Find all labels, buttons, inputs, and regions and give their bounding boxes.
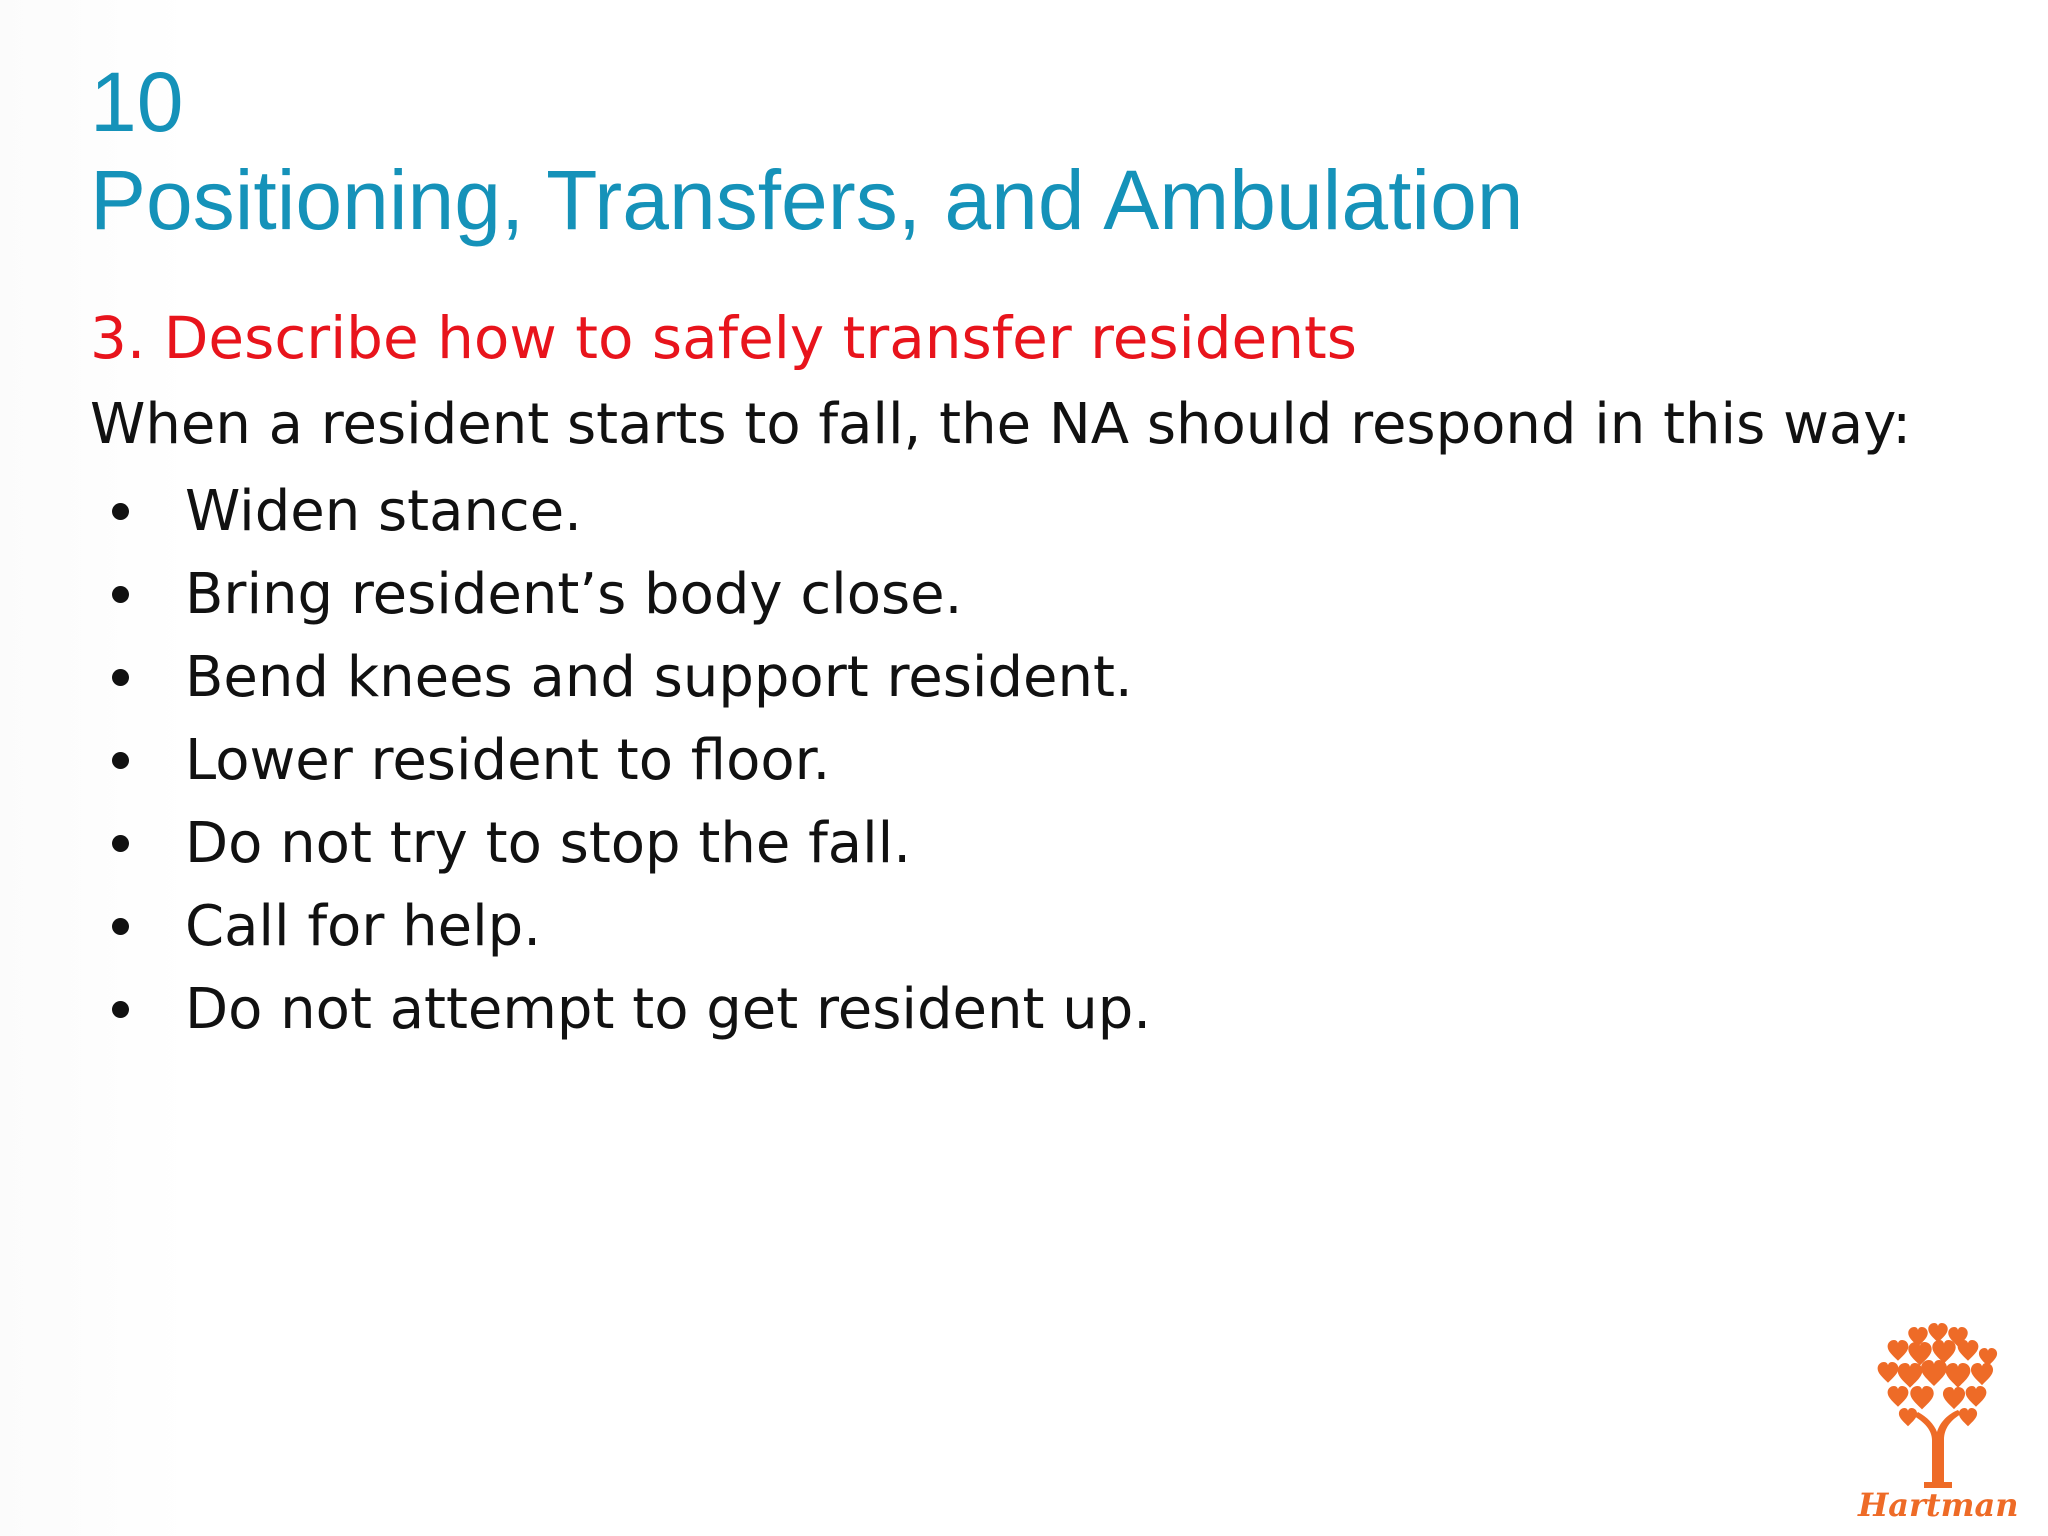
- bullet-icon: [112, 586, 129, 603]
- heart-tree-icon: [1858, 1322, 2018, 1488]
- intro-text: When a resident starts to fall, the NA should respond in this way:: [90, 392, 1912, 457]
- chapter-number: 10: [90, 55, 184, 149]
- bullet-icon: [112, 752, 129, 769]
- chapter-title: Positioning, Transfers, and Ambulation: [90, 153, 1524, 247]
- list-item-text: Do not try to stop the fall.: [185, 811, 912, 876]
- bullet-icon: [112, 835, 129, 852]
- list-item: [112, 470, 1151, 553]
- list-item-text: Do not attempt to get resident up.: [185, 977, 1152, 1042]
- logo-wordmark: Hartman: [1858, 1486, 2019, 1524]
- list-item: [112, 885, 1151, 968]
- bullet-icon: [112, 503, 129, 520]
- list-item-text: Bring resident’s body close.: [185, 562, 963, 627]
- list-item: [112, 636, 1151, 719]
- list-item: [112, 719, 1151, 802]
- list-item-text: Lower resident to floor.: [185, 728, 831, 793]
- section-heading: 3. Describe how to safely transfer residents: [90, 304, 1357, 372]
- bullet-icon: [112, 918, 129, 935]
- list-item-text: Call for help.: [185, 894, 541, 959]
- list-item: [112, 553, 1151, 636]
- bullet-list: [112, 470, 1151, 1051]
- list-item: [112, 802, 1151, 885]
- hartman-logo: [1858, 1322, 2018, 1524]
- bullet-icon: [112, 669, 129, 686]
- bullet-icon: [112, 1001, 129, 1018]
- list-item-text: Bend knees and support resident.: [185, 645, 1133, 710]
- list-item-text: Widen stance.: [185, 479, 582, 544]
- list-item: [112, 968, 1151, 1051]
